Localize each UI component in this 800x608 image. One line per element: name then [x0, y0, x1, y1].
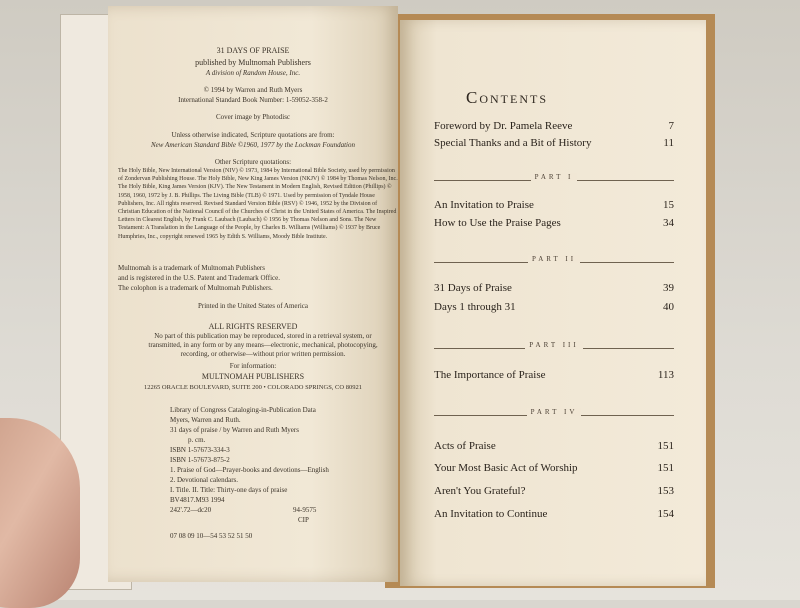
printed-line: Printed in the United States of America	[197, 302, 309, 310]
isbn-line: International Standard Book Number: 1-59052-358-2	[178, 96, 328, 104]
scripture-note: Unless otherwise indicated, Scripture quotations are from:	[171, 131, 335, 139]
toc-entry-title: Acts of Praise	[434, 440, 496, 452]
cip-line: ISBN 1-57673-334-3	[170, 446, 230, 454]
division-line: A division of Random House, Inc.	[205, 69, 301, 77]
other-scripture-heading: Other Scripture quotations:	[214, 158, 292, 166]
copyright-line: © 1994 by Warren and Ruth Myers	[203, 86, 303, 94]
part-label: PART II	[528, 255, 580, 263]
toc-entry-page: 15	[663, 199, 674, 211]
toc-entry-page: 153	[657, 485, 674, 497]
toc-entry-page: 34	[663, 217, 674, 229]
contents-page	[400, 20, 706, 586]
print-run-line: 07 08 09 10—54 53 52 51 50	[170, 532, 253, 540]
toc-entry-title: Your Most Basic Act of Worship	[434, 462, 578, 474]
publisher-name: MULTNOMAH PUBLISHERS	[201, 372, 305, 381]
trademark-line: Multnomah is a trademark of Multnomah Publishers	[118, 264, 265, 272]
cip-line: Library of Congress Cataloging-in-Publication Data	[170, 406, 316, 414]
part-divider	[434, 405, 674, 419]
part-divider	[434, 338, 674, 352]
cip-line: 94-9575	[293, 506, 317, 514]
trademark-line: and is registered in the U.S. Patent and Trademark Office.	[118, 274, 281, 282]
book-title-line: 31 DAYS OF PRAISE	[216, 46, 290, 55]
toc-entry-page: 39	[663, 282, 674, 294]
cover-credit: Cover image by Photodisc	[215, 113, 291, 121]
cip-line: 242'.72—dc20	[170, 506, 212, 514]
part-divider	[434, 170, 674, 184]
cip-line: Myers, Warren and Ruth.	[170, 416, 241, 424]
toc-entry-title: Days 1 through 31	[434, 301, 516, 313]
cip-line: 1. Praise of God—Prayer-books and devotions—English	[170, 466, 329, 474]
toc-entry-title: Foreword by Dr. Pamela Reeve	[434, 120, 573, 132]
toc-entry-title: The Importance of Praise	[434, 369, 546, 381]
copyright-page	[108, 6, 398, 582]
toc-entry-page: 11	[663, 137, 674, 149]
cip-line: 31 days of praise / by Warren and Ruth Myers	[170, 426, 299, 434]
toc-entry-page: 154	[657, 508, 674, 520]
publisher-line: published by Multnomah Publishers	[195, 58, 311, 67]
cip-line: I. Title. II. Title: Thirty-one days of praise	[170, 486, 288, 494]
cip-line: p. cm.	[188, 436, 206, 444]
part-label: PART IV	[527, 408, 582, 416]
cip-line: CIP	[298, 516, 309, 524]
cip-line: 2. Devotional calendars.	[170, 476, 239, 484]
toc-entry-title: Special Thanks and a Bit of History	[434, 137, 592, 149]
publisher-address: 12265 ORACLE BOULEVARD, SUITE 200 • COLORADO SPRINGS, CO 80921	[144, 384, 362, 391]
rights-heading: ALL RIGHTS RESERVED	[208, 322, 298, 331]
toc-entry-title: Aren't You Grateful?	[434, 485, 526, 497]
toc-entry-page: 40	[663, 301, 674, 313]
nasb-credit: New American Standard Bible ©1960, 1977 by the Lockman Foundation	[150, 141, 356, 149]
trademark-line: The colophon is a trademark of Multnomah Publishers.	[118, 284, 273, 292]
cip-line: ISBN 1-57673-875-2	[170, 456, 230, 464]
contents-title: Contents	[466, 88, 549, 107]
toc-entry-title: How to Use the Praise Pages	[434, 217, 561, 229]
info-label: For information:	[229, 362, 277, 370]
toc-entry-page: 151	[657, 462, 674, 474]
toc-entry-title: An Invitation to Praise	[434, 199, 534, 211]
toc-entry-page: 7	[668, 120, 674, 132]
toc-entry-page: 113	[657, 369, 674, 381]
part-divider	[434, 252, 674, 266]
toc-entry-title: 31 Days of Praise	[434, 282, 512, 294]
cip-line: BV4817.M93 1994	[170, 496, 225, 504]
rights-text: No part of this publication may be reproduced, stored in a retrieval system, or transmitted, in any form or by any means—electronic, mechanical, photocopying, recording, or otherwise—without prior written permission.	[148, 332, 378, 358]
other-scripture-text: The Holy Bible, New International Version (NIV) © 1973, 1984 by International Bible Society, used by permission of Zondervan Publishing House. The Holy Bible, New King James Version (NKJV) © 1984 by Thomas Nelson, Inc. The Holy Bible, King James Version (KJV). The New Testament in Modern English, Revised Edition (Phillips) © 1958, 1960, 1972 by J. B. Phillips. The Living Bible (TLB) © 1971. Used by permission of Tyndale House Publishers, Inc. All rights reserved. Revised Standard Version Bible (RSV) © 1946, 1952 by the Division of Christian Education of the National Council of the Churches of Christ in the United States of America. The Inspired Letters in Clearest English, by Frank C. Laubach (Laubach) © 1956 by Thomas Nelson and Sons. The New Testament: A Translation in the Language of the People, by Charles B. Williams (Williams) © 1937 by Bruce Humphries, Inc., copyright renewed 1965 by Edith S. Williams, Moody Bible Institute.	[118, 168, 398, 240]
toc-entry-title: An Invitation to Continue	[434, 508, 548, 520]
part-label: PART I	[531, 173, 578, 181]
toc-entry-page: 151	[657, 440, 674, 452]
part-label: PART III	[525, 341, 582, 349]
